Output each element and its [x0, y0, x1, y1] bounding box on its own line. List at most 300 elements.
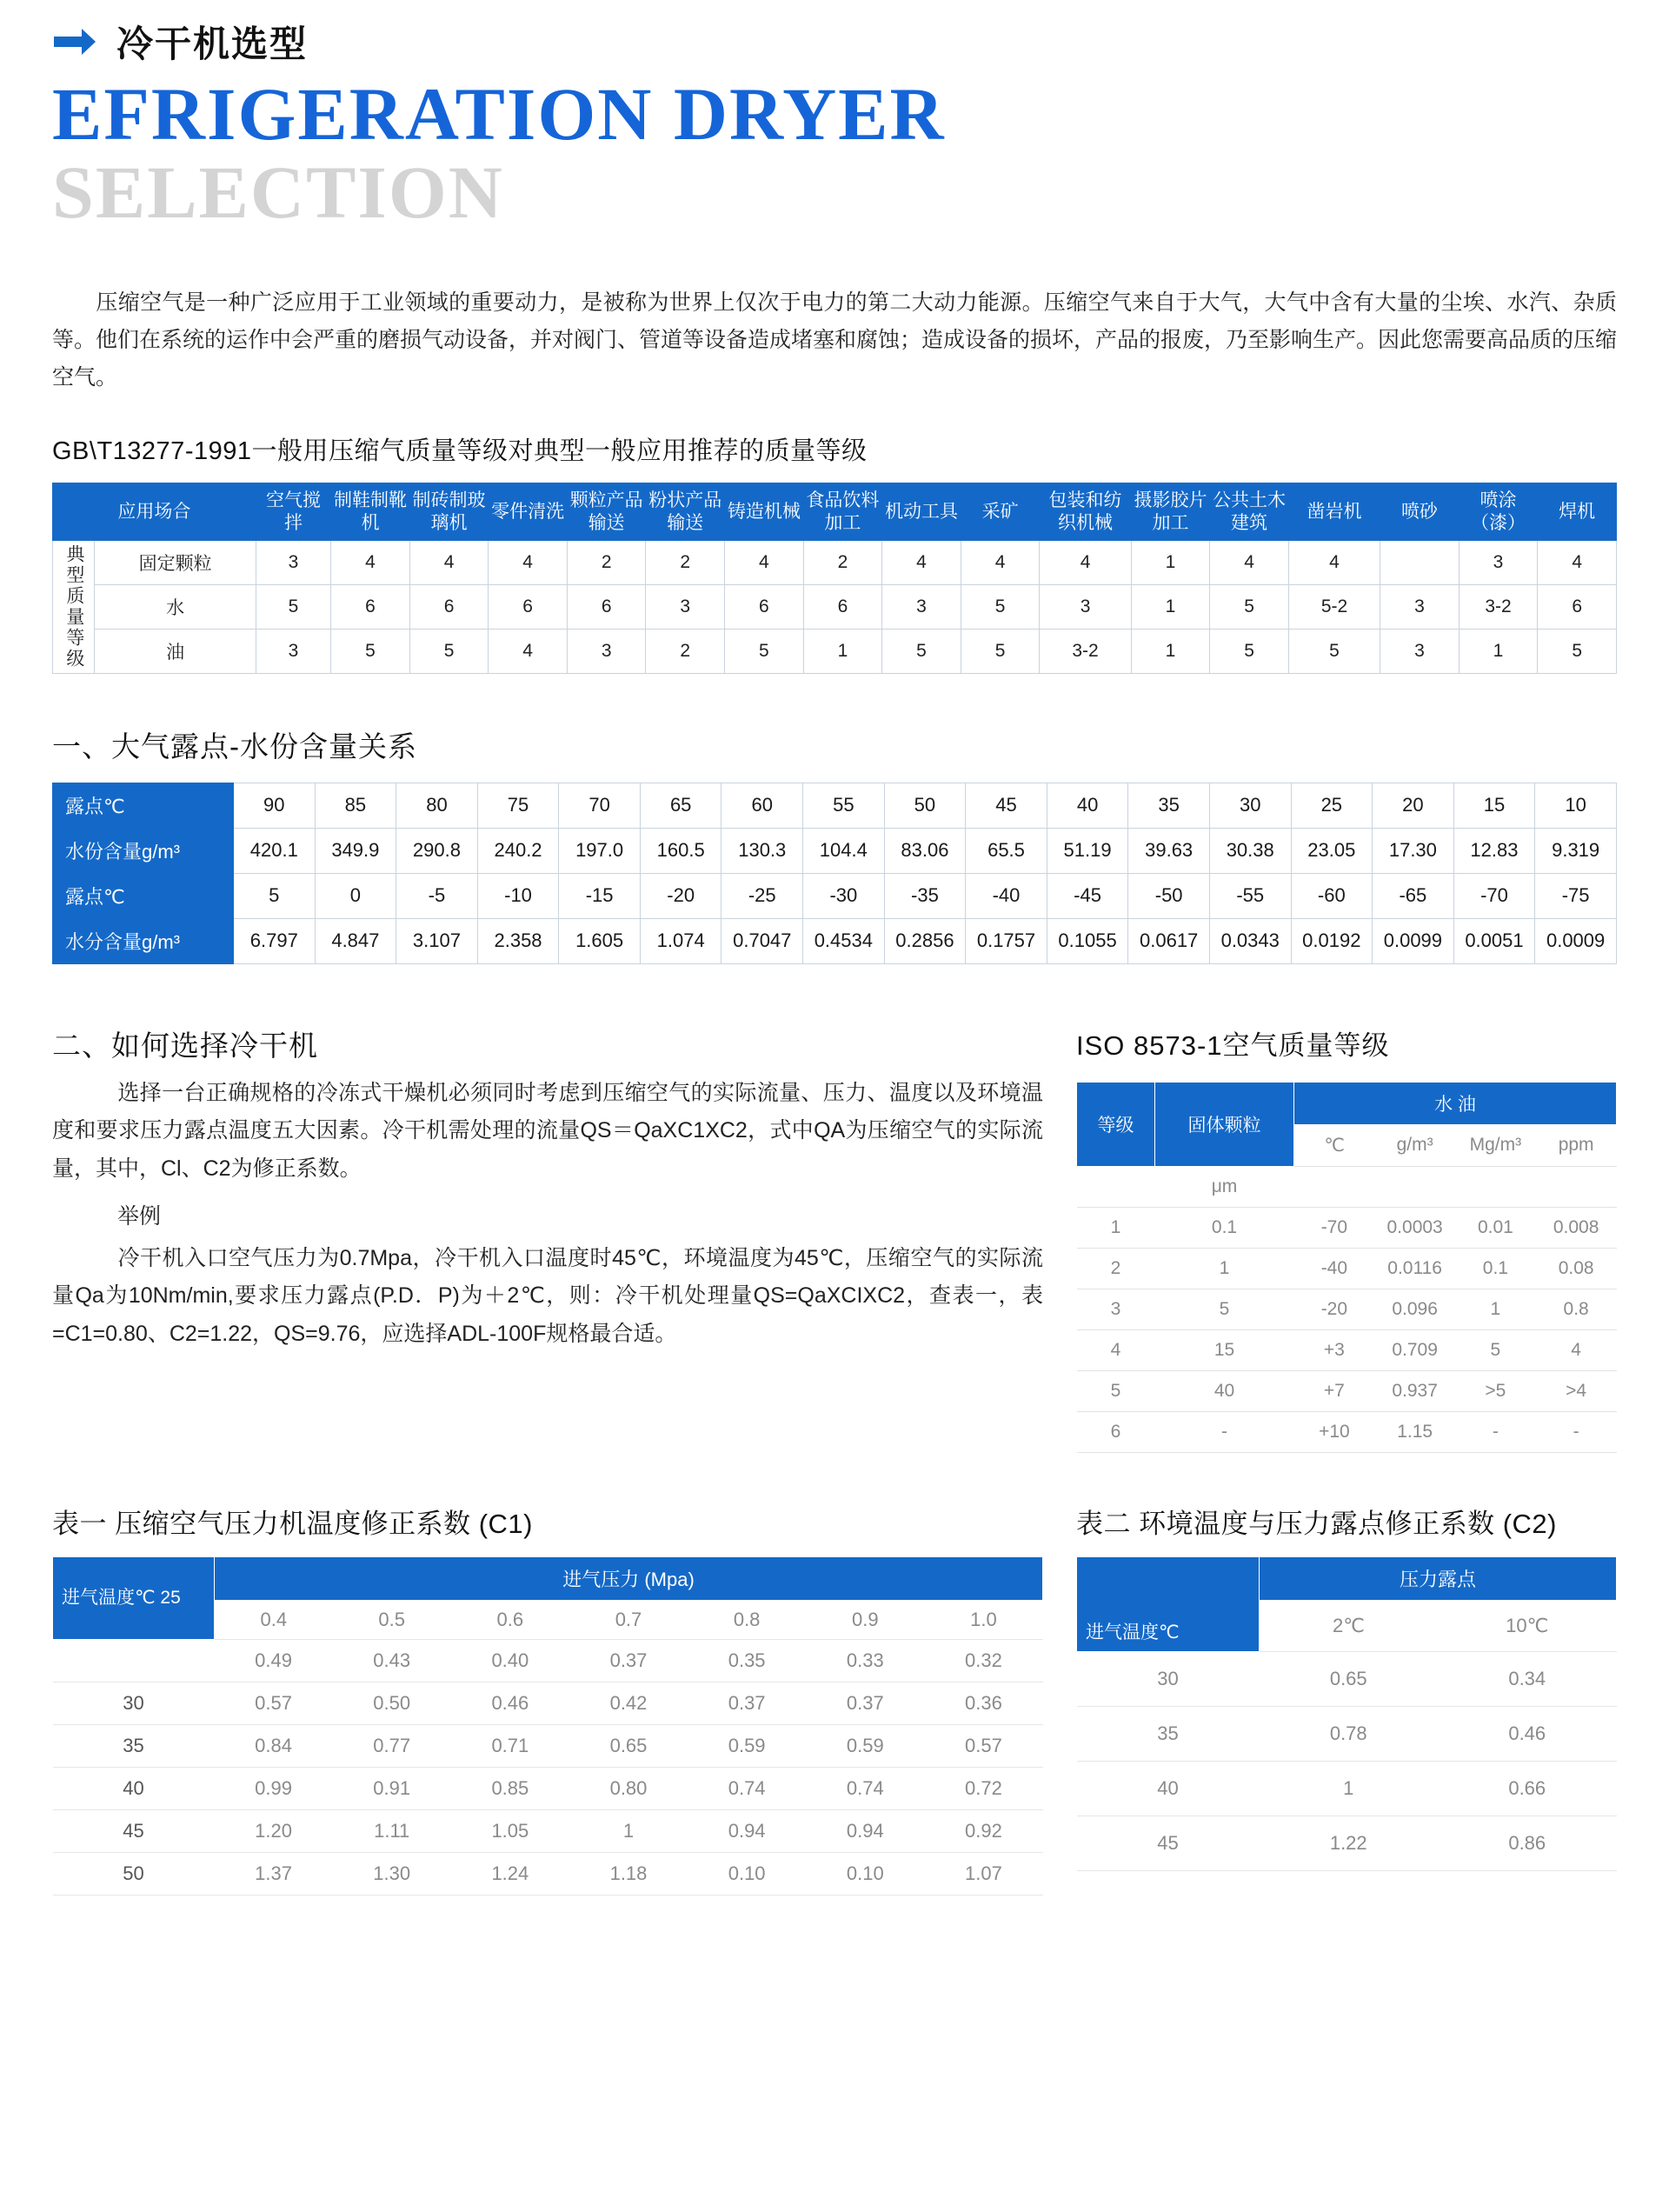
table-row [1077, 1816, 1617, 1870]
dewpoint-r1-c10: 40 [1047, 783, 1128, 828]
dewpoint-r3-c14: -65 [1373, 873, 1454, 918]
gb-cell-0-0: 3 [256, 540, 330, 584]
c1-r5-c2: 1.24 [451, 1852, 569, 1895]
dewpoint-r2-c3: 240.2 [477, 828, 559, 873]
gb-cell-2-6: 5 [725, 629, 804, 673]
c1-r5-c6: 1.07 [924, 1852, 1042, 1895]
dewpoint-r3-c10: -45 [1047, 873, 1128, 918]
c1-r2-c2: 0.71 [451, 1724, 569, 1767]
iso-r5-c2: +10 [1294, 1411, 1375, 1452]
table-row [1077, 1651, 1617, 1706]
page-title-en-line1: EFRIGERATION DRYER [52, 72, 946, 156]
dewpoint-r4-c8: 0.2856 [884, 918, 966, 963]
c2-dewpoint-1: 10℃ [1438, 1600, 1617, 1651]
c1-r1-c1: 0.50 [333, 1682, 451, 1724]
gb-header-1: 空气搅拌 [256, 483, 330, 540]
iso-r1-c5: 0.08 [1536, 1248, 1617, 1289]
gb-cell-2-15: 1 [1459, 629, 1538, 673]
dewpoint-r4-c4: 1.605 [559, 918, 641, 963]
gb-cell-2-13: 5 [1288, 629, 1380, 673]
c1-pressure-1: 0.5 [333, 1600, 451, 1639]
dewpoint-section-title: 一、大气露点-水份含量关系 [52, 730, 417, 763]
dewpoint-row1-label: 露点℃ [53, 783, 234, 828]
dewpoint-r2-c10: 51.19 [1047, 828, 1128, 873]
c1-r1-c5: 0.37 [806, 1682, 924, 1724]
dewpoint-r3-c6: -25 [721, 873, 803, 918]
table-row [53, 1639, 1043, 1682]
gb-cell-1-5: 3 [646, 584, 725, 629]
iso-r4-c2: +7 [1294, 1370, 1375, 1411]
iso-r0-c0: 1 [1077, 1207, 1155, 1248]
table-row [1077, 1248, 1617, 1289]
c1-r4-c0: 1.20 [215, 1809, 333, 1852]
iso-sub-c: ℃ [1294, 1124, 1375, 1166]
dewpoint-r2-c7: 104.4 [803, 828, 885, 873]
gb-cell-1-8: 3 [882, 584, 961, 629]
gb-cell-0-11: 1 [1131, 540, 1210, 584]
dewpoint-r4-c1: 4.847 [315, 918, 396, 963]
dewpoint-r2-c12: 30.38 [1209, 828, 1291, 873]
gb-cell-1-11: 1 [1131, 584, 1210, 629]
gb-cell-0-5: 2 [646, 540, 725, 584]
gb-header-0: 应用场合 [53, 483, 256, 540]
c1-r5-c4: 0.10 [688, 1852, 806, 1895]
page-title-cn: 冷干机选型 [116, 23, 309, 64]
dewpoint-r3-c0: 5 [234, 873, 316, 918]
dewpoint-r4-c0: 6.797 [234, 918, 316, 963]
dewpoint-r4-c10: 0.1055 [1047, 918, 1128, 963]
gb-header-10: 采矿 [961, 483, 1040, 540]
c2-r3-c1: 0.86 [1438, 1816, 1617, 1870]
gb-header-7: 铸造机械 [725, 483, 804, 540]
dewpoint-r3-c15: -70 [1453, 873, 1535, 918]
iso-r2-c1: 5 [1155, 1289, 1294, 1329]
gb-cell-0-2: 4 [409, 540, 489, 584]
iso-header-particles: 固体颗粒 [1155, 1082, 1294, 1166]
gb-section-title: GB\T13277-1991一般用压缩气质量等级对典型一般应用推荐的质量等级 [52, 437, 868, 466]
table1-caption: 表一 压缩空气压力机温度修正系数 (C1) [52, 1508, 533, 1539]
c1-r1-c2: 0.46 [451, 1682, 569, 1724]
gb-cell-1-15: 3-2 [1459, 584, 1538, 629]
dewpoint-r1-c0: 90 [234, 783, 316, 828]
table-row [53, 1767, 1043, 1809]
c2-r0-c0: 0.65 [1260, 1651, 1439, 1706]
dewpoint-r2-c11: 39.63 [1128, 828, 1210, 873]
table-row [1077, 1329, 1617, 1370]
iso-sub-mgm3: Mg/m³ [1455, 1124, 1536, 1166]
page-title-en-line2: SELECTION [52, 150, 504, 234]
c1-r0-c5: 0.33 [806, 1639, 924, 1682]
c1-r4-c2: 1.05 [451, 1809, 569, 1852]
iso-units-row [1077, 1166, 1617, 1207]
c1-r0-c2: 0.40 [451, 1639, 569, 1682]
table-row [53, 540, 1617, 584]
dewpoint-r2-c8: 83.06 [884, 828, 966, 873]
iso-r4-c1: 40 [1155, 1370, 1294, 1411]
dewpoint-r1-c11: 35 [1128, 783, 1210, 828]
gb-cell-2-2: 5 [409, 629, 489, 673]
iso-r3-c3: 0.709 [1374, 1329, 1455, 1370]
c1-r3-c4: 0.74 [688, 1767, 806, 1809]
dewpoint-r3-c8: -35 [884, 873, 966, 918]
c1-r0-c4: 0.35 [688, 1639, 806, 1682]
iso-r2-c5: 0.8 [1536, 1289, 1617, 1329]
intro-text: 压缩空气是一种广泛应用于工业领域的重要动力，是被称为世界上仅次于电力的第二大动力能源。压缩空气来自于大气，大气中含有大量的尘埃、水汽、杂质等。他们在系统的运作中会严重的磨损气动设备，并对阀门、管道等设备造成堵塞和腐蚀；造成设备的损坏，产品的报废，乃至影响生产。因此您需要高品质的压缩空气。 [52, 290, 1618, 390]
iso-quality-table [1076, 1082, 1617, 1453]
gb-cell-1-6: 6 [725, 584, 804, 629]
table-row [53, 584, 1617, 629]
gb-cell-1-14: 3 [1380, 584, 1460, 629]
gb-header-9: 机动工具 [882, 483, 961, 540]
intro-paragraph [52, 284, 1617, 396]
table-row [53, 918, 1617, 963]
table-row [53, 1682, 1043, 1724]
dewpoint-r4-c12: 0.0343 [1209, 918, 1291, 963]
dewpoint-r2-c2: 290.8 [396, 828, 478, 873]
iso-r1-c2: -40 [1294, 1248, 1375, 1289]
gb-cell-0-14 [1380, 540, 1460, 584]
gb-cell-1-9: 5 [961, 584, 1040, 629]
iso-title: ISO 8573-1空气质量等级 [1076, 1029, 1390, 1061]
table2-caption: 表二 环境温度与压力露点修正系数 (C2) [1076, 1508, 1557, 1539]
c2-correction-table [1076, 1556, 1617, 1871]
c1-r5-c1: 1.30 [333, 1852, 451, 1895]
c2-r1-c1: 0.46 [1438, 1706, 1617, 1761]
dewpoint-r4-c3: 2.358 [477, 918, 559, 963]
c2-top-header: 压力露点 [1260, 1556, 1617, 1600]
left-column [52, 973, 1043, 1453]
iso-r4-c4: >5 [1455, 1370, 1536, 1411]
c1-r1-c0: 0.57 [215, 1682, 333, 1724]
gb-cell-2-4: 3 [567, 629, 646, 673]
c2-corner-label: 进气温度℃ [1077, 1556, 1260, 1651]
dewpoint-r1-c14: 20 [1373, 783, 1454, 828]
gb-header-4: 零件清洗 [489, 483, 568, 540]
gb-cell-0-12: 4 [1210, 540, 1289, 584]
iso-units-filler [1294, 1166, 1617, 1207]
dewpoint-r3-c12: -55 [1209, 873, 1291, 918]
gb-cell-1-4: 6 [567, 584, 646, 629]
c1-r1-c3: 0.42 [569, 1682, 688, 1724]
table-row [53, 783, 1617, 828]
dewpoint-r2-c16: 9.319 [1535, 828, 1617, 873]
dewpoint-r1-c1: 85 [315, 783, 396, 828]
gb-cell-0-10: 4 [1040, 540, 1131, 584]
c1-pressure-0: 0.4 [215, 1600, 333, 1639]
dewpoint-r1-c5: 65 [640, 783, 721, 828]
c1-r3-c1: 0.91 [333, 1767, 451, 1809]
dewpoint-r4-c15: 0.0051 [1453, 918, 1535, 963]
gb-cell-0-8: 4 [882, 540, 961, 584]
table-row [53, 873, 1617, 918]
c1-r4-temp: 45 [53, 1809, 215, 1852]
table-row [53, 629, 1617, 673]
table1-column [52, 1462, 1043, 1896]
dewpoint-r4-c2: 3.107 [396, 918, 478, 963]
iso-r3-c0: 4 [1077, 1329, 1155, 1370]
gb-cell-2-3: 4 [489, 629, 568, 673]
dewpoint-r4-c5: 1.074 [640, 918, 721, 963]
gb-cell-1-3: 6 [489, 584, 568, 629]
c2-r1-temp: 35 [1077, 1706, 1260, 1761]
c1-r4-c6: 0.92 [924, 1809, 1042, 1852]
dewpoint-r2-c6: 130.3 [721, 828, 803, 873]
dewpoint-r4-c16: 0.0009 [1535, 918, 1617, 963]
dewpoint-r3-c9: -40 [966, 873, 1047, 918]
c1-r4-c1: 1.11 [333, 1809, 451, 1852]
howto-p1-text: 选择一台正确规格的冷冻式干燥机必须同时考虑到压缩空气的实际流量、压力、温度以及环境温度和要求压力露点温度五大因素。冷干机需处理的流量QS＝QaXC1XC2，式中QA为压缩空气的实际流量，其中，Cl、C2为修正系数。 [52, 1080, 1043, 1181]
iso-r2-c2: -20 [1294, 1289, 1375, 1329]
gb-cell-2-0: 3 [256, 629, 330, 673]
c1-r1-c6: 0.36 [924, 1682, 1042, 1724]
dewpoint-r4-c7: 0.4534 [803, 918, 885, 963]
iso-r3-c5: 4 [1536, 1329, 1617, 1370]
dewpoint-row4-label: 水分含量g/m³ [53, 918, 234, 963]
c2-r0-temp: 30 [1077, 1651, 1260, 1706]
table-row [53, 1724, 1043, 1767]
c1-r3-c2: 0.85 [451, 1767, 569, 1809]
c2-r2-temp: 40 [1077, 1761, 1260, 1816]
iso-r3-c2: +3 [1294, 1329, 1375, 1370]
table-row [53, 1809, 1043, 1852]
right-column [1076, 973, 1617, 1453]
dewpoint-row3-label: 露点℃ [53, 873, 234, 918]
dewpoint-r2-c15: 12.83 [1453, 828, 1535, 873]
gb-header-13: 公共土木建筑 [1210, 483, 1289, 540]
c1-r5-c5: 0.10 [806, 1852, 924, 1895]
dewpoint-r3-c2: -5 [396, 873, 478, 918]
dewpoint-r2-c4: 197.0 [559, 828, 641, 873]
c1-r3-c6: 0.72 [924, 1767, 1042, 1809]
gb-row-group-label: 典型质量等级 [53, 540, 95, 673]
c1-r5-temp: 50 [53, 1852, 215, 1895]
gb-cell-1-16: 6 [1538, 584, 1617, 629]
iso-r3-c4: 5 [1455, 1329, 1536, 1370]
dewpoint-r3-c11: -50 [1128, 873, 1210, 918]
dewpoint-r2-c13: 23.05 [1291, 828, 1373, 873]
c1-r3-c5: 0.74 [806, 1767, 924, 1809]
c1-top-header: 进气压力 (Mpa) [215, 1556, 1043, 1600]
iso-header-grade: 等级 [1077, 1082, 1155, 1166]
iso-r1-c1: 1 [1155, 1248, 1294, 1289]
c2-r2-c0: 1 [1260, 1761, 1439, 1816]
arrow-right-icon [52, 24, 97, 59]
iso-units-um: μm [1155, 1166, 1294, 1207]
gb-cell-2-9: 5 [961, 629, 1040, 673]
dewpoint-r3-c7: -30 [803, 873, 885, 918]
gb-cell-0-1: 4 [331, 540, 410, 584]
table-row [1077, 1411, 1617, 1452]
dewpoint-r1-c2: 80 [396, 783, 478, 828]
dewpoint-r2-c5: 160.5 [640, 828, 721, 873]
gb-cell-1-2: 6 [409, 584, 489, 629]
dewpoint-r1-c4: 70 [559, 783, 641, 828]
gb-quality-table [52, 483, 1617, 673]
gb-cell-2-8: 5 [882, 629, 961, 673]
iso-r1-c4: 0.1 [1455, 1248, 1536, 1289]
gb-cell-1-7: 6 [803, 584, 882, 629]
howto-example-label-row [52, 1198, 1043, 1236]
gb-cell-1-10: 3 [1040, 584, 1131, 629]
gb-header-12: 摄影胶片加工 [1131, 483, 1210, 540]
c2-r2-c1: 0.66 [1438, 1761, 1617, 1816]
gb-cell-2-7: 1 [803, 629, 882, 673]
dewpoint-r1-c13: 25 [1291, 783, 1373, 828]
gb-header-2: 制鞋制靴机 [331, 483, 410, 540]
iso-header-row [1077, 1082, 1617, 1124]
iso-r5-c5: - [1536, 1411, 1617, 1452]
iso-r2-c4: 1 [1455, 1289, 1536, 1329]
c1-r0-temp [53, 1639, 215, 1682]
gb-header-3: 制砖制玻璃机 [409, 483, 489, 540]
howto-p2-text: 冷干机入口空气压力为0.7Mpa，冷干机入口温度时45℃，环境温度为45℃，压缩空气的实际流量Qa为10Nm/min,要求压力露点(P.D．P)为＋2℃，则：冷干机处理量QS=QaXCIXC2，查表一，表=C1=0.80、C2=1.22，QS=9.76，应选择ADL-100F规格最合适。 [52, 1245, 1043, 1346]
gb-cell-0-16: 4 [1538, 540, 1617, 584]
dewpoint-table [52, 783, 1617, 964]
gb-cell-0-6: 4 [725, 540, 804, 584]
c1-pressure-6: 1.0 [924, 1600, 1042, 1639]
gb-table-header-row [53, 483, 1617, 540]
gb-header-5: 颗粒产品输送 [567, 483, 646, 540]
c1-r3-c0: 0.99 [215, 1767, 333, 1809]
table-row [1077, 1761, 1617, 1816]
dewpoint-r2-c1: 349.9 [315, 828, 396, 873]
c1-r2-c4: 0.59 [688, 1724, 806, 1767]
c1-r3-temp: 40 [53, 1767, 215, 1809]
dewpoint-r4-c13: 0.0192 [1291, 918, 1373, 963]
iso-r2-c0: 3 [1077, 1289, 1155, 1329]
gb-cell-1-13: 5-2 [1288, 584, 1380, 629]
gb-header-8: 食品饮料加工 [803, 483, 882, 540]
c2-r0-c1: 0.34 [1438, 1651, 1617, 1706]
table-row [53, 1852, 1043, 1895]
gb-cell-2-16: 5 [1538, 629, 1617, 673]
dewpoint-r1-c12: 30 [1209, 783, 1291, 828]
gb-cell-2-14: 3 [1380, 629, 1460, 673]
gb-row-2-name: 油 [95, 629, 256, 673]
howto-paragraph-2 [52, 1240, 1043, 1354]
dewpoint-r4-c9: 0.1757 [966, 918, 1047, 963]
c1-corner-label: 进气温度℃ 25 [53, 1556, 215, 1639]
howto-example-label: 举例 [117, 1204, 162, 1229]
c1-r0-c3: 0.37 [569, 1639, 688, 1682]
dewpoint-r1-c3: 75 [477, 783, 559, 828]
dewpoint-r1-c6: 60 [721, 783, 803, 828]
iso-units-blank [1077, 1166, 1155, 1207]
gb-cell-0-15: 3 [1459, 540, 1538, 584]
c2-r3-temp: 45 [1077, 1816, 1260, 1870]
gb-cell-1-0: 5 [256, 584, 330, 629]
table-row [1077, 1370, 1617, 1411]
dewpoint-r3-c1: 0 [315, 873, 396, 918]
c1-r4-c5: 0.94 [806, 1809, 924, 1852]
iso-r2-c3: 0.096 [1374, 1289, 1455, 1329]
iso-r0-c5: 0.008 [1536, 1207, 1617, 1248]
c1-r5-c0: 1.37 [215, 1852, 333, 1895]
c1-r2-c6: 0.57 [924, 1724, 1042, 1767]
gb-header-14: 凿岩机 [1288, 483, 1380, 540]
iso-r5-c0: 6 [1077, 1411, 1155, 1452]
iso-r4-c5: >4 [1536, 1370, 1617, 1411]
gb-header-17: 焊机 [1538, 483, 1617, 540]
c1-r2-c0: 0.84 [215, 1724, 333, 1767]
iso-sub-ppm: ppm [1536, 1124, 1617, 1166]
gb-cell-0-7: 2 [803, 540, 882, 584]
c2-r3-c0: 1.22 [1260, 1816, 1439, 1870]
dewpoint-r3-c16: -75 [1535, 873, 1617, 918]
c1-r2-temp: 35 [53, 1724, 215, 1767]
c2-dewpoint-0: 2℃ [1260, 1600, 1439, 1651]
bottom-tables-section [52, 1462, 1617, 1896]
gb-cell-2-5: 2 [646, 629, 725, 673]
c1-r0-c0: 0.49 [215, 1639, 333, 1682]
iso-r0-c3: 0.0003 [1374, 1207, 1455, 1248]
dewpoint-r3-c13: -60 [1291, 873, 1373, 918]
c1-pressure-3: 0.7 [569, 1600, 688, 1639]
iso-r0-c2: -70 [1294, 1207, 1375, 1248]
c1-r2-c3: 0.65 [569, 1724, 688, 1767]
dewpoint-r4-c6: 0.7047 [721, 918, 803, 963]
gb-cell-2-11: 1 [1131, 629, 1210, 673]
gb-header-11: 包装和纺织机械 [1040, 483, 1131, 540]
c1-r5-c3: 1.18 [569, 1852, 688, 1895]
iso-r5-c4: - [1455, 1411, 1536, 1452]
gb-cell-2-1: 5 [331, 629, 410, 673]
table-row [1077, 1207, 1617, 1248]
dewpoint-r1-c15: 15 [1453, 783, 1535, 828]
c1-pressure-4: 0.8 [688, 1600, 806, 1639]
iso-sub-gm3: g/m³ [1374, 1124, 1455, 1166]
gb-cell-0-3: 4 [489, 540, 568, 584]
gb-cell-0-9: 4 [961, 540, 1040, 584]
document-header [52, 0, 1617, 68]
dewpoint-r1-c8: 50 [884, 783, 966, 828]
dewpoint-r1-c7: 55 [803, 783, 885, 828]
dewpoint-row2-label: 水份含量g/m³ [53, 828, 234, 873]
c1-pressure-2: 0.6 [451, 1600, 569, 1639]
gb-cell-1-1: 6 [331, 584, 410, 629]
gb-header-16: 喷涂（漆） [1459, 483, 1538, 540]
c2-top-header-row [1077, 1556, 1617, 1600]
iso-r5-c3: 1.15 [1374, 1411, 1455, 1452]
c1-r4-c4: 0.94 [688, 1809, 806, 1852]
dewpoint-r1-c9: 45 [966, 783, 1047, 828]
gb-row-0-name: 固定颗粒 [95, 540, 256, 584]
gb-header-6: 粉状产品输送 [646, 483, 725, 540]
table-row [53, 828, 1617, 873]
c1-pressure-5: 0.9 [806, 1600, 924, 1639]
iso-header-water-oil: 水 油 [1294, 1082, 1617, 1124]
iso-r4-c0: 5 [1077, 1370, 1155, 1411]
howto-title: 二、如何选择冷干机 [52, 1029, 318, 1062]
iso-r1-c0: 2 [1077, 1248, 1155, 1289]
dewpoint-r2-c9: 65.5 [966, 828, 1047, 873]
c1-top-header-row [53, 1556, 1043, 1600]
gb-cell-2-12: 5 [1210, 629, 1289, 673]
table-row [1077, 1706, 1617, 1761]
dewpoint-r4-c11: 0.0617 [1128, 918, 1210, 963]
table-row [1077, 1289, 1617, 1329]
dewpoint-r1-c16: 10 [1535, 783, 1617, 828]
iso-r5-c1: - [1155, 1411, 1294, 1452]
iso-r3-c1: 15 [1155, 1329, 1294, 1370]
two-column-section [52, 973, 1617, 1453]
gb-cell-0-4: 2 [567, 540, 646, 584]
gb-cell-2-10: 3-2 [1040, 629, 1131, 673]
c1-r0-c6: 0.32 [924, 1639, 1042, 1682]
c1-r2-c1: 0.77 [333, 1724, 451, 1767]
iso-r4-c3: 0.937 [1374, 1370, 1455, 1411]
dewpoint-r2-c0: 420.1 [234, 828, 316, 873]
